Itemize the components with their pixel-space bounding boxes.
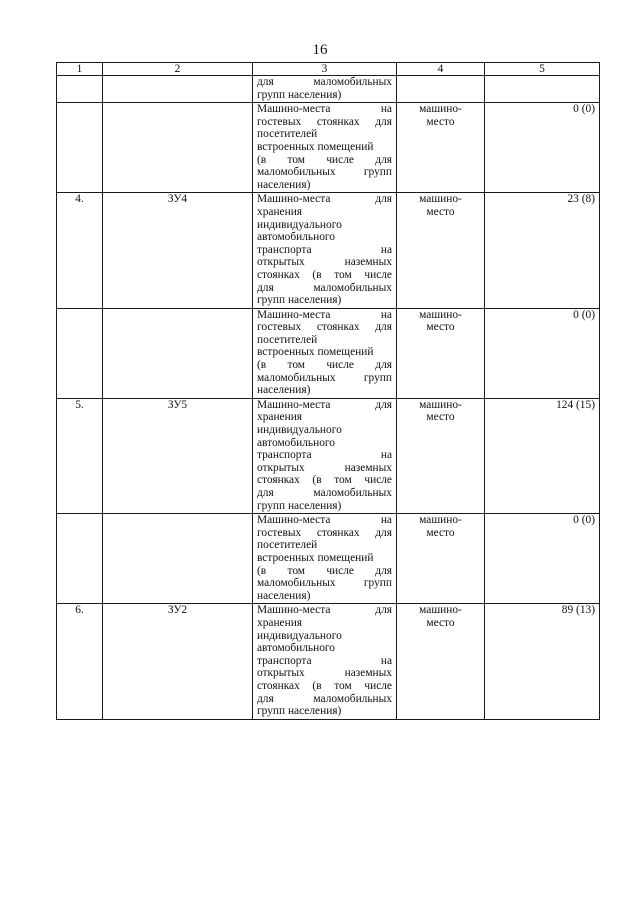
description-line: автомобильного: [257, 642, 336, 655]
value-cell: 124 (15): [485, 398, 600, 513]
value-cell: 0 (0): [485, 103, 600, 193]
description-line: открытых наземных: [257, 256, 392, 269]
description-line: гостевых стоянках для: [257, 115, 392, 128]
unit-line: место: [426, 526, 455, 539]
value-cell: 0 (0): [485, 514, 600, 604]
table-header-row: [57, 63, 600, 76]
zu-cell: ЗУ4: [103, 193, 253, 308]
description-line: хранения: [257, 411, 303, 424]
row-number-cell: [57, 103, 103, 193]
table-row: [57, 308, 600, 398]
description-line: стоянках (в том числе: [257, 474, 392, 487]
description-line: индивидуального: [257, 424, 342, 437]
zu-cell: [103, 514, 253, 604]
description-line: (в том числе для: [257, 153, 392, 166]
description-line: маломобильных групп: [257, 371, 392, 384]
description-line: (в том числе для: [257, 564, 392, 577]
zu-cell: ЗУ2: [103, 604, 253, 719]
description-line: для маломобильных: [257, 76, 392, 88]
description-line: транспорта на: [257, 654, 392, 667]
description-line: встроенных помещений: [257, 346, 374, 359]
unit-line: машино-: [419, 604, 462, 617]
description-line: Машино-места для: [257, 604, 392, 617]
description-line: автомобильного: [257, 436, 336, 449]
description-line: для маломобильных: [257, 281, 392, 294]
zu-cell: ЗУ5: [103, 398, 253, 513]
table-row: [57, 514, 600, 604]
table-row: [57, 398, 600, 513]
description-line: посетителей: [257, 128, 318, 141]
description-line: индивидуального: [257, 218, 342, 231]
unit-cell: [397, 308, 485, 398]
table-row: [57, 103, 600, 193]
description-line: стоянках (в том числе: [257, 268, 392, 281]
header-cell: 4: [397, 63, 485, 76]
description-line: Машино-места на: [257, 308, 392, 321]
description-line: транспорта на: [257, 243, 392, 256]
unit-line: место: [426, 321, 455, 334]
description-line: посетителей: [257, 333, 318, 346]
table-row: [57, 604, 600, 719]
header-cell: 2: [103, 63, 253, 76]
description-line: встроенных помещений: [257, 551, 374, 564]
unit-cell: [397, 76, 485, 103]
table-row: [57, 193, 600, 308]
description-line: открытых наземных: [257, 667, 392, 680]
description-line: стоянках (в том числе: [257, 679, 392, 692]
description-line: групп населения): [257, 705, 342, 718]
unit-cell: [397, 398, 485, 513]
description-line: транспорта на: [257, 449, 392, 462]
description-line: для маломобильных: [257, 692, 392, 705]
description-line: индивидуального: [257, 629, 342, 642]
value-cell: 23 (8): [485, 193, 600, 308]
unit-cell: [397, 193, 485, 308]
unit-line: машино-: [419, 514, 462, 527]
value-cell: 89 (13): [485, 604, 600, 719]
row-number-cell: 6.: [57, 604, 103, 719]
unit-line: место: [426, 205, 455, 218]
description-line: посетителей: [257, 539, 318, 552]
unit-line: машино-: [419, 103, 462, 116]
value-cell: 0 (0): [485, 308, 600, 398]
header-cell: 3: [253, 63, 397, 76]
description-line: Машино-места на: [257, 103, 392, 116]
row-number-cell: 4.: [57, 193, 103, 308]
description-line: маломобильных групп: [257, 577, 392, 590]
unit-line: машино-: [419, 308, 462, 321]
parking-table: [56, 62, 600, 720]
unit-line: место: [426, 411, 455, 424]
row-number-cell: [57, 76, 103, 103]
description-line: Машино-места для: [257, 398, 392, 411]
description-cell: [253, 604, 397, 719]
description-cell: [253, 76, 397, 103]
row-number-cell: 5.: [57, 398, 103, 513]
header-cell: 5: [485, 63, 600, 76]
description-line: групп населения): [257, 499, 342, 512]
zu-cell: [103, 308, 253, 398]
description-cell: [253, 193, 397, 308]
description-cell: [253, 514, 397, 604]
unit-cell: [397, 514, 485, 604]
table-row-continuation: [57, 76, 600, 103]
description-line: Машино-места на: [257, 514, 392, 527]
unit-cell: [397, 604, 485, 719]
row-number-cell: [57, 308, 103, 398]
page-number: 16: [312, 42, 328, 58]
description-line: населения): [257, 589, 311, 602]
value-cell: [485, 76, 600, 103]
description-line: хранения: [257, 616, 303, 629]
description-line: групп населения): [257, 88, 342, 101]
description-line: встроенных помещений: [257, 140, 374, 153]
unit-line: машино-: [419, 193, 462, 206]
unit-cell: [397, 103, 485, 193]
description-line: гостевых стоянках для: [257, 321, 392, 334]
description-line: маломобильных групп: [257, 166, 392, 179]
description-cell: [253, 308, 397, 398]
description-line: (в том числе для: [257, 359, 392, 372]
unit-line: место: [426, 616, 455, 629]
description-line: групп населения): [257, 294, 342, 307]
description-line: открытых наземных: [257, 461, 392, 474]
row-number-cell: [57, 514, 103, 604]
zu-cell: [103, 76, 253, 103]
header-cell: 1: [57, 63, 103, 76]
description-cell: [253, 103, 397, 193]
description-cell: [253, 398, 397, 513]
description-line: Машино-места для: [257, 193, 392, 206]
description-line: автомобильного: [257, 231, 336, 244]
description-line: населения): [257, 384, 311, 397]
description-line: гостевых стоянках для: [257, 526, 392, 539]
description-line: для маломобильных: [257, 487, 392, 499]
unit-line: место: [426, 115, 455, 128]
zu-cell: [103, 103, 253, 193]
description-line: хранения: [257, 205, 303, 218]
unit-line: машино-: [419, 398, 462, 411]
description-line: населения): [257, 178, 311, 191]
